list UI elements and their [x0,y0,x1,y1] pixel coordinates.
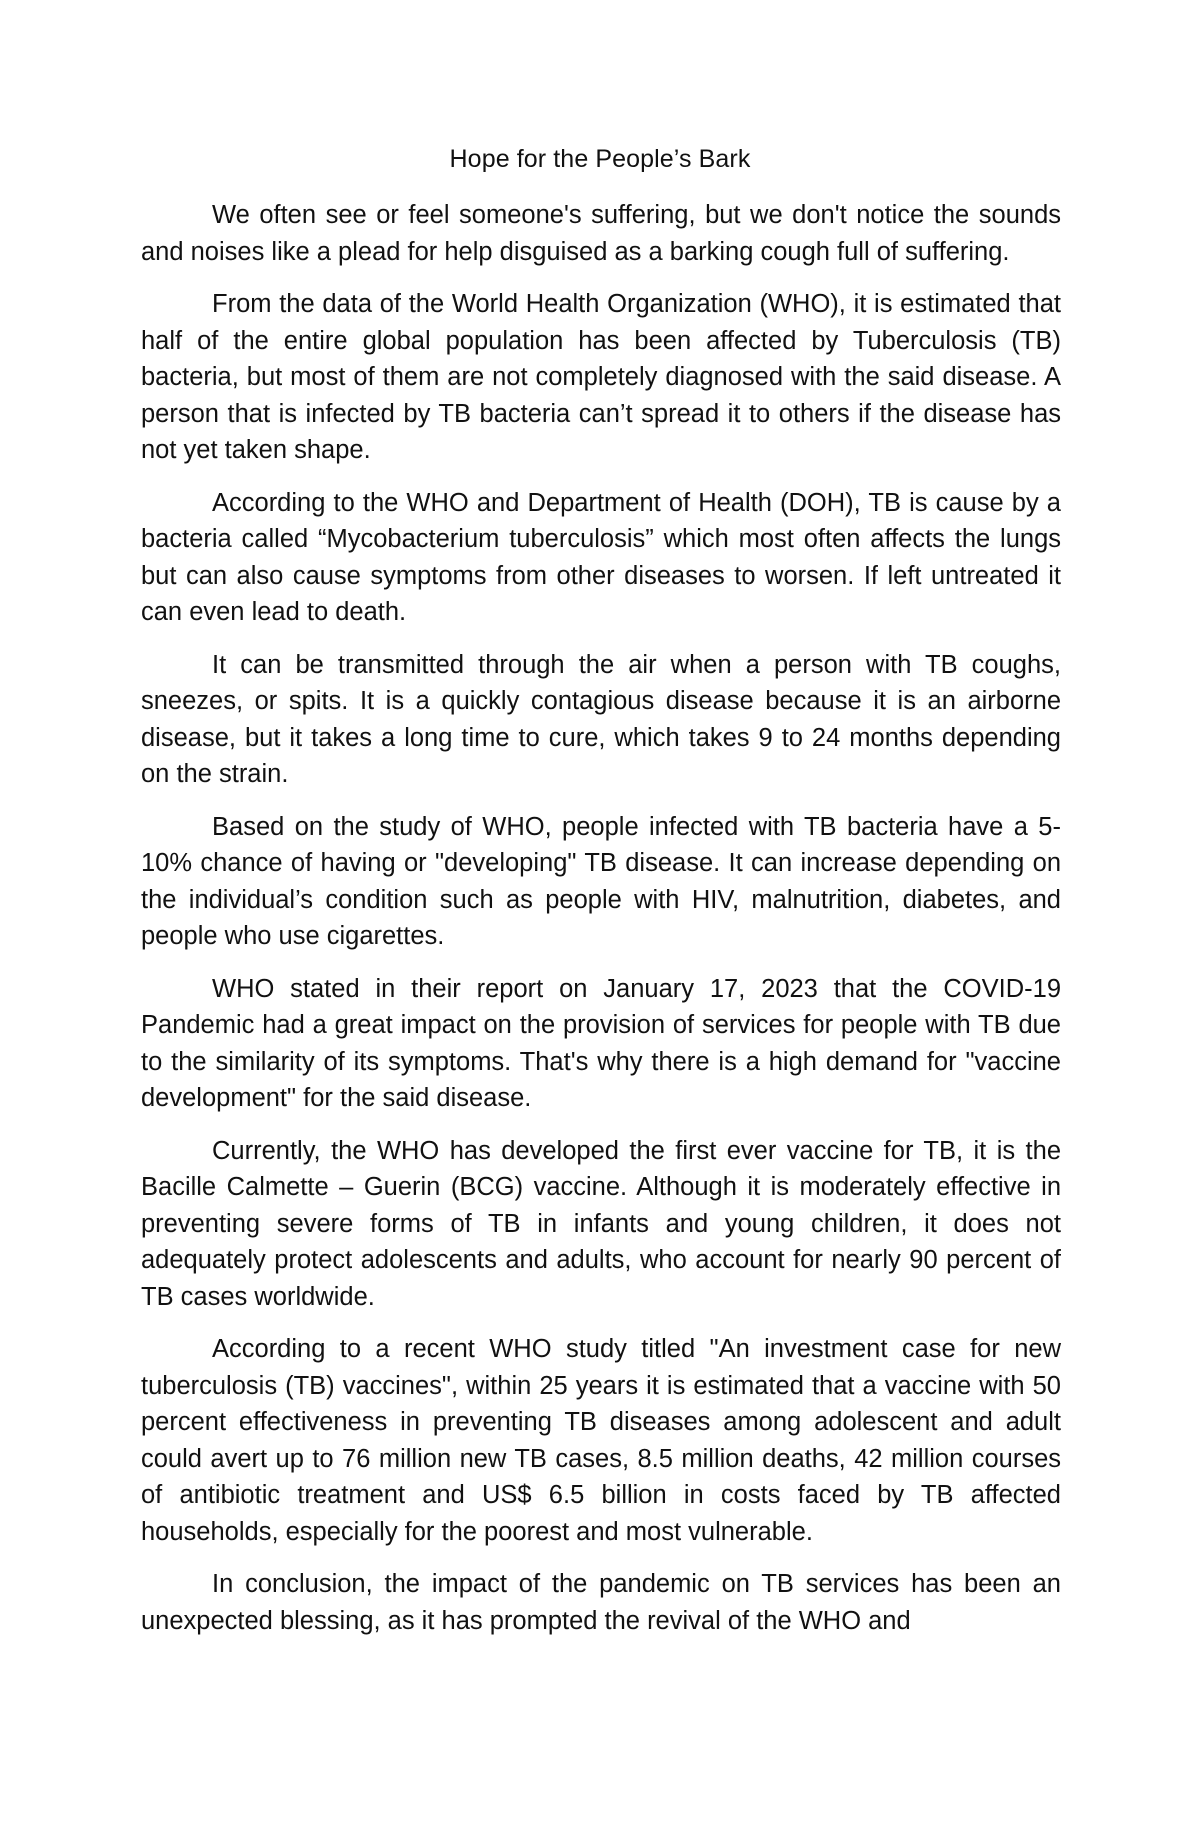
paragraph-bcg-vaccine: Currently, the WHO has developed the first ever vaccine for TB, it is the Bacille Calmette – Guerin (BCG) vaccine. Although it is moderately effective in preventing severe forms of TB in infants and young children, it does not adequately protect adolescents and adults, who account for nearly 90 percent of TB cases worldwide. [141,1136,1061,1311]
paragraph-cause: According to the WHO and Department of Health (DOH), TB is cause by a bacteria called “Mycobacterium tuberculosis” which most often affects the lungs but can also cause symptoms from other diseases to worsen. If left untreated it can even lead to death. [141,488,1061,626]
paragraph-risk: Based on the study of WHO, people infected with TB bacteria have a 5-10% chance of having or "developing" TB disease. It can increase depending on the individual’s condition such as people with HIV, malnutrition, diabetes, and people who use cigarettes. [141,812,1061,950]
paragraph-investment-case: According to a recent WHO study titled "An investment case for new tuberculosis (TB) vaccines", within 25 years it is estimated that a vaccine with 50 percent effectiveness in preventing TB diseases among adolescent and adult could avert up to 76 million new TB cases, 8.5 million deaths, 42 million courses of antibiotic treatment and US$ 6.5 billion in costs faced by TB affected households, especially for the poorest and most vulnerable. [141,1335,1061,1546]
document-body [141,197,1061,1655]
document-title: Hope for the People’s Bark [449,145,751,173]
paragraph-intro: We often see or feel someone's suffering, but we don't notice the sounds and noises like a plead for help disguised as a barking cough full of suffering. [141,201,1061,266]
paragraph-transmission: It can be transmitted through the air when a person with TB coughs, sneezes, or spits. It is a quickly contagious disease because it is an airborne disease, but it takes a long time to cure, which takes 9 to 24 months depending on the strain. [141,650,1061,788]
paragraph-covid-impact: WHO stated in their report on January 17, 2023 that the COVID-19 Pandemic had a great impact on the provision of services for people with TB due to the similarity of its symptoms. That's why there is a high demand for "vaccine development" for the said disease. [141,974,1061,1112]
paragraph-who-data: From the data of the World Health Organization (WHO), it is estimated that half of the entire global population has been affected by Tuberculosis (TB) bacteria, but most of them are not completely diagnosed with the said disease. A person that is infected by TB bacteria can’t spread it to others if the disease has not yet taken shape. [141,290,1061,464]
paragraph-conclusion: In conclusion, the impact of the pandemic on TB services has been an unexpected blessing, as it has prompted the revival of the WHO and [141,1570,1061,1635]
